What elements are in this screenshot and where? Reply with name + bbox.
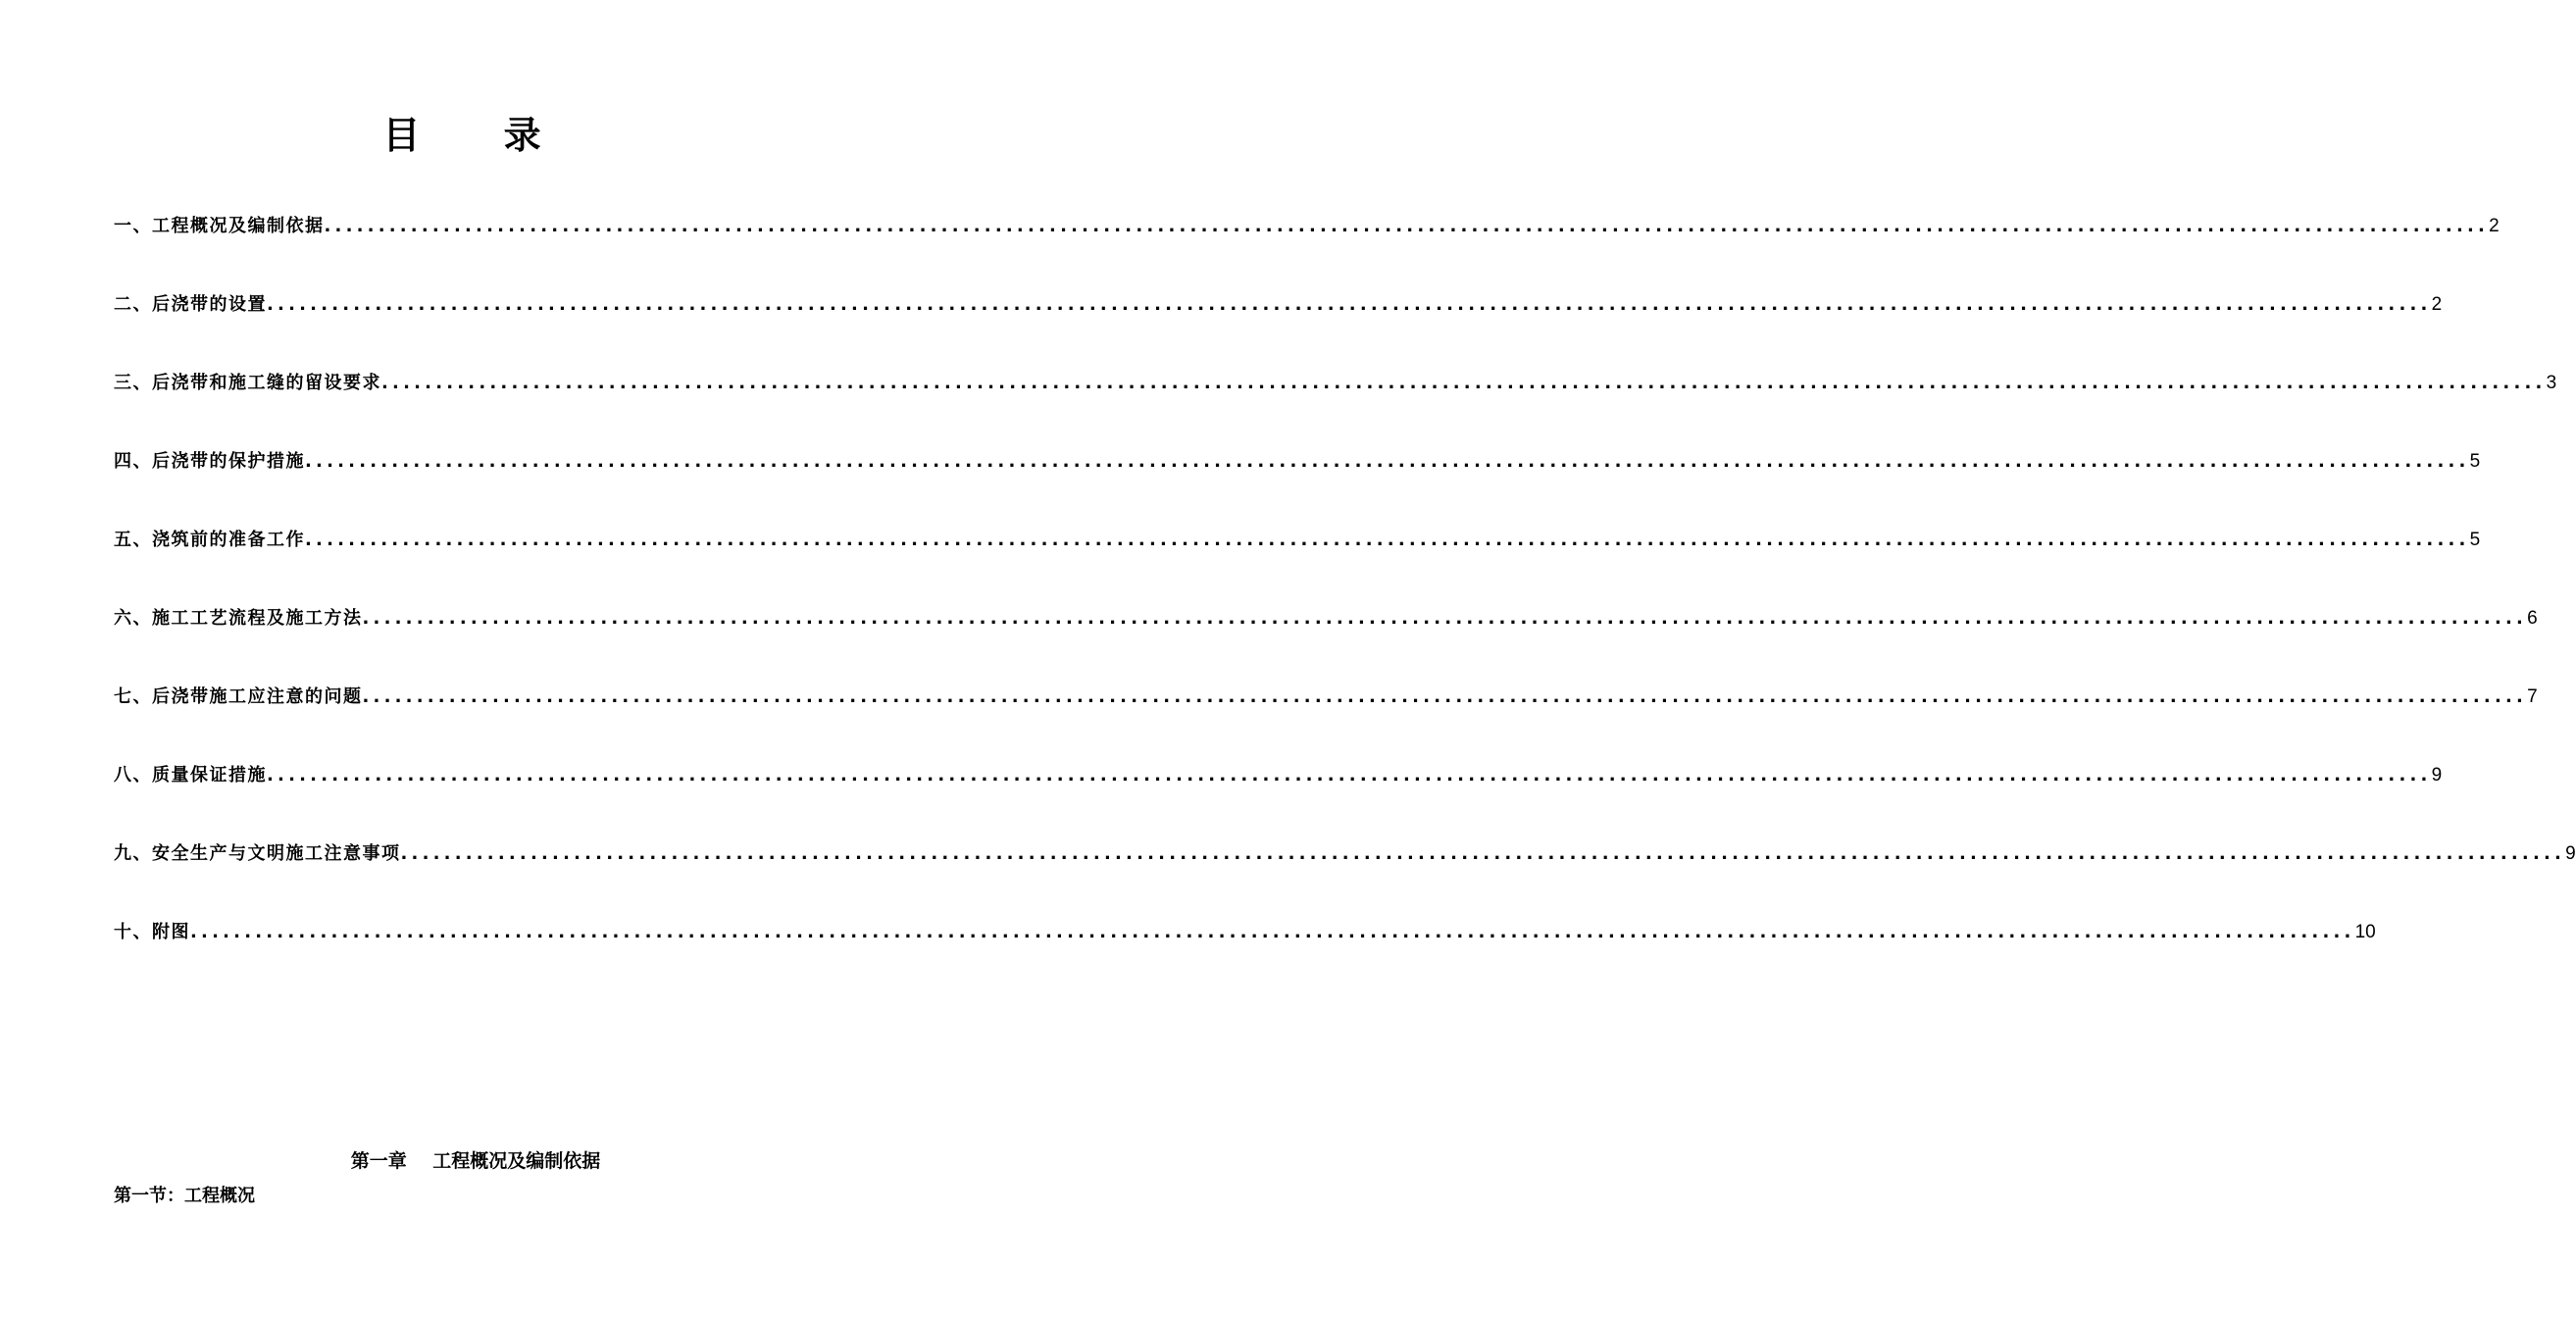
- toc-entry[interactable]: [114, 837, 2576, 916]
- toc-dot-leader: ........................................................................................................................................................................................................: [305, 530, 2470, 550]
- toc-entry-page: 9: [2431, 765, 2443, 786]
- toc-entry-label: 二、后浇带的设置: [114, 294, 267, 315]
- toc-entry[interactable]: [114, 602, 2538, 681]
- toc-entry[interactable]: [114, 681, 2538, 759]
- section-title: 第一节：工程概况: [114, 1186, 255, 1206]
- toc-entry-page: 9: [2565, 843, 2576, 864]
- toc-dot-leader: ........................................................................................................................................................................................................: [324, 216, 2490, 236]
- toc-entry-page: 2: [2489, 216, 2500, 236]
- chapter-title: 第一章 工程概况及编制依据: [350, 1150, 601, 1172]
- toc-entry[interactable]: [114, 445, 2481, 524]
- toc-dot-leader: ........................................................................................................................................................................................................: [305, 451, 2470, 472]
- toc-entry-label: 六、施工工艺流程及施工方法: [114, 608, 363, 629]
- toc-dot-leader: ........................................................................................................................................................................................................: [400, 843, 2566, 864]
- toc-entry-page: 5: [2469, 530, 2481, 550]
- toc-entry-label: 五、浇筑前的准备工作: [114, 530, 305, 550]
- toc-entry-label: 九、安全生产与文明施工注意事项: [114, 843, 401, 864]
- toc-entry-label: 十、附图: [114, 922, 190, 942]
- toc-dot-leader: ........................................................................................................................................................................................................: [267, 765, 2432, 786]
- toc-entry-label: 四、后浇带的保护措施: [114, 451, 305, 472]
- toc-entry-page: 2: [2431, 294, 2443, 315]
- toc-dot-leader: ........................................................................................................................................................................................................: [362, 608, 2528, 629]
- toc-entry[interactable]: [114, 210, 2500, 288]
- toc-dot-leader: ........................................................................................................................................................................................................: [362, 686, 2528, 707]
- toc-entry-page: 7: [2527, 686, 2538, 707]
- toc-entry[interactable]: [114, 288, 2443, 367]
- toc-entry-page: 10: [2354, 922, 2376, 942]
- toc-entry-label: 一、工程概况及编制依据: [114, 216, 325, 236]
- toc-entry[interactable]: [114, 916, 2376, 994]
- toc-entry-page: 6: [2527, 608, 2538, 629]
- toc-entry-label: 七、后浇带施工应注意的问题: [114, 686, 363, 707]
- toc-entry[interactable]: [114, 759, 2443, 837]
- toc-entry-label: 八、质量保证措施: [114, 765, 267, 786]
- toc-entry-label: 三、后浇带和施工缝的留设要求: [114, 373, 381, 393]
- toc-entry-page: 3: [2546, 373, 2557, 393]
- toc-entry[interactable]: [114, 524, 2481, 602]
- toc-list: [114, 210, 2576, 994]
- toc-dot-leader: ........................................................................................................................................................................................................: [190, 922, 2355, 942]
- toc-entry-page: 5: [2469, 451, 2481, 472]
- toc-title: 目 录: [382, 114, 577, 157]
- toc-dot-leader: ........................................................................................................................................................................................................: [381, 373, 2547, 393]
- toc-entry[interactable]: [114, 367, 2557, 445]
- toc-dot-leader: ........................................................................................................................................................................................................: [267, 294, 2432, 315]
